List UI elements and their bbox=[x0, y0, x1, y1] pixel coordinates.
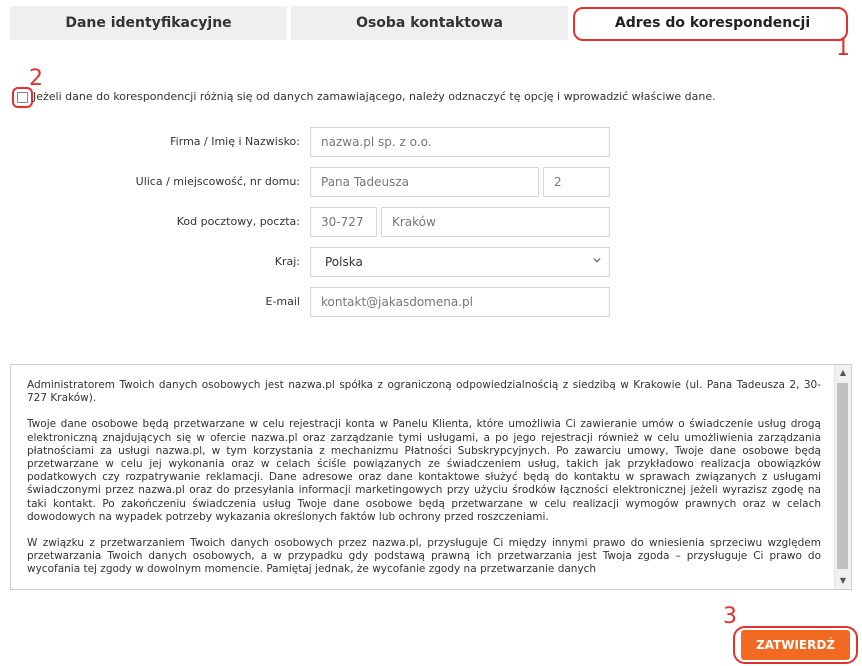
privacy-notice-box[interactable] bbox=[10, 364, 852, 590]
privacy-scrollbar[interactable] bbox=[834, 365, 851, 589]
house-number-input[interactable]: 2 bbox=[543, 167, 610, 197]
correspondence-checkbox-label: Jeżeli dane do korespondencji różnią się od danych zamawiającego, należy odznaczyć tę opcję i wprowadzić właściwe dane. bbox=[33, 90, 716, 103]
country-label: Kraj: bbox=[274, 255, 300, 268]
postal-label: Kod pocztowy, poczta: bbox=[176, 215, 300, 228]
tab-adres-do-korespondencji[interactable]: Adres do korespondencji bbox=[573, 6, 852, 40]
city-input[interactable]: Kraków bbox=[381, 207, 610, 237]
tab-dane-identyfikacyjne[interactable]: Dane identyfikacyjne bbox=[10, 6, 287, 40]
privacy-paragraph-1: Administratorem Twoich danych osobowych jest nazwa.pl spółka z ograniczoną odpowiedzialnością z siedzibą w Krakowie (ul. Pana Tadeusza 2, 30-727 Kraków). bbox=[27, 379, 821, 405]
submit-button[interactable]: ZATWIERDŹ bbox=[741, 630, 850, 660]
street-label: Ulica / miejscowość, nr domu: bbox=[135, 175, 300, 188]
company-input[interactable]: nazwa.pl sp. z o.o. bbox=[310, 127, 610, 157]
email-label: E-mail bbox=[265, 295, 300, 308]
street-input[interactable]: Pana Tadeusza bbox=[310, 167, 539, 197]
annotation-highlight-1 bbox=[573, 7, 848, 41]
postal-code-input[interactable]: 30-727 bbox=[310, 207, 377, 237]
annotation-number-2: 2 bbox=[29, 66, 43, 91]
correspondence-checkbox[interactable] bbox=[17, 92, 28, 103]
email-input[interactable]: kontakt@jakasdomena.pl bbox=[310, 287, 610, 317]
tab-osoba-kontaktowa[interactable]: Osoba kontaktowa bbox=[291, 6, 568, 40]
privacy-paragraph-3: W związku z przetwarzaniem Twoich danych osobowych przez nazwa.pl, przysługuje Ci między innymi prawo do wniesienia sprzeciwu względem przetwarzania Twoich danych osobowych, a w przypadku gdy podstawą prawną ich przetwarzania jest Twoja zgoda – przysługuje Ci prawo do wycofania tej zgody w dowolnym momencie. Pamiętaj jednak, że wycofanie zgody na przetwarzanie danych bbox=[27, 537, 821, 576]
scroll-up-arrow-icon[interactable]: ▲ bbox=[839, 368, 847, 377]
annotation-number-3: 3 bbox=[723, 604, 737, 629]
annotation-number-1: 1 bbox=[836, 36, 850, 61]
country-select[interactable] bbox=[310, 247, 610, 277]
privacy-notice-text bbox=[27, 379, 821, 590]
privacy-paragraph-2: Twoje dane osobowe będą przetwarzane w celu rejestracji konta w Panelu Klienta, które umożliwia Ci zawieranie umów o świadczenie usług drogą elektroniczną znajdujących się w ofercie nazwa.pl oraz zarządzanie tymi usługami, a po jego rejestracji również w celu umożliwienia zarządzania płatnościami za usługi nazwa.pl, w tym korzystania z mechanizmu Płatności Subskrypcyjnych. Po zawarciu umowy, Twoje dane osobowe będą przetwarzane w celu jej wykonania oraz w celach ściśle powiązanych ze świadczeniem usług, takich jak przykładowo realizacja obowiązków podatkowych czy rozpatrywanie reklamacji. Dane adresowe oraz dane kontaktowe służyć będą do kontaktu w sprawach związanych z usługami świadczonymi przez nazwa.pl oraz do przesyłania informacji marketingowych przy użyciu środków łączności elektronicznej jeżeli wyrazisz zgodę na taki kontakt. Po zakończeniu świadczenia usług Twoje dane osobowe będą przetwarzane w celu realizacji wymogów prawnych oraz w celach dowodowych na wypadek potrzeby wykazania określonych faktów lub ochrony przed roszczeniami. bbox=[27, 418, 821, 523]
scroll-down-arrow-icon[interactable]: ▼ bbox=[839, 576, 847, 585]
country-select-value: Polska bbox=[325, 255, 363, 269]
chevron-down-icon bbox=[593, 256, 601, 264]
scroll-thumb[interactable] bbox=[837, 383, 848, 569]
company-label: Firma / Imię i Nazwisko: bbox=[170, 135, 300, 148]
